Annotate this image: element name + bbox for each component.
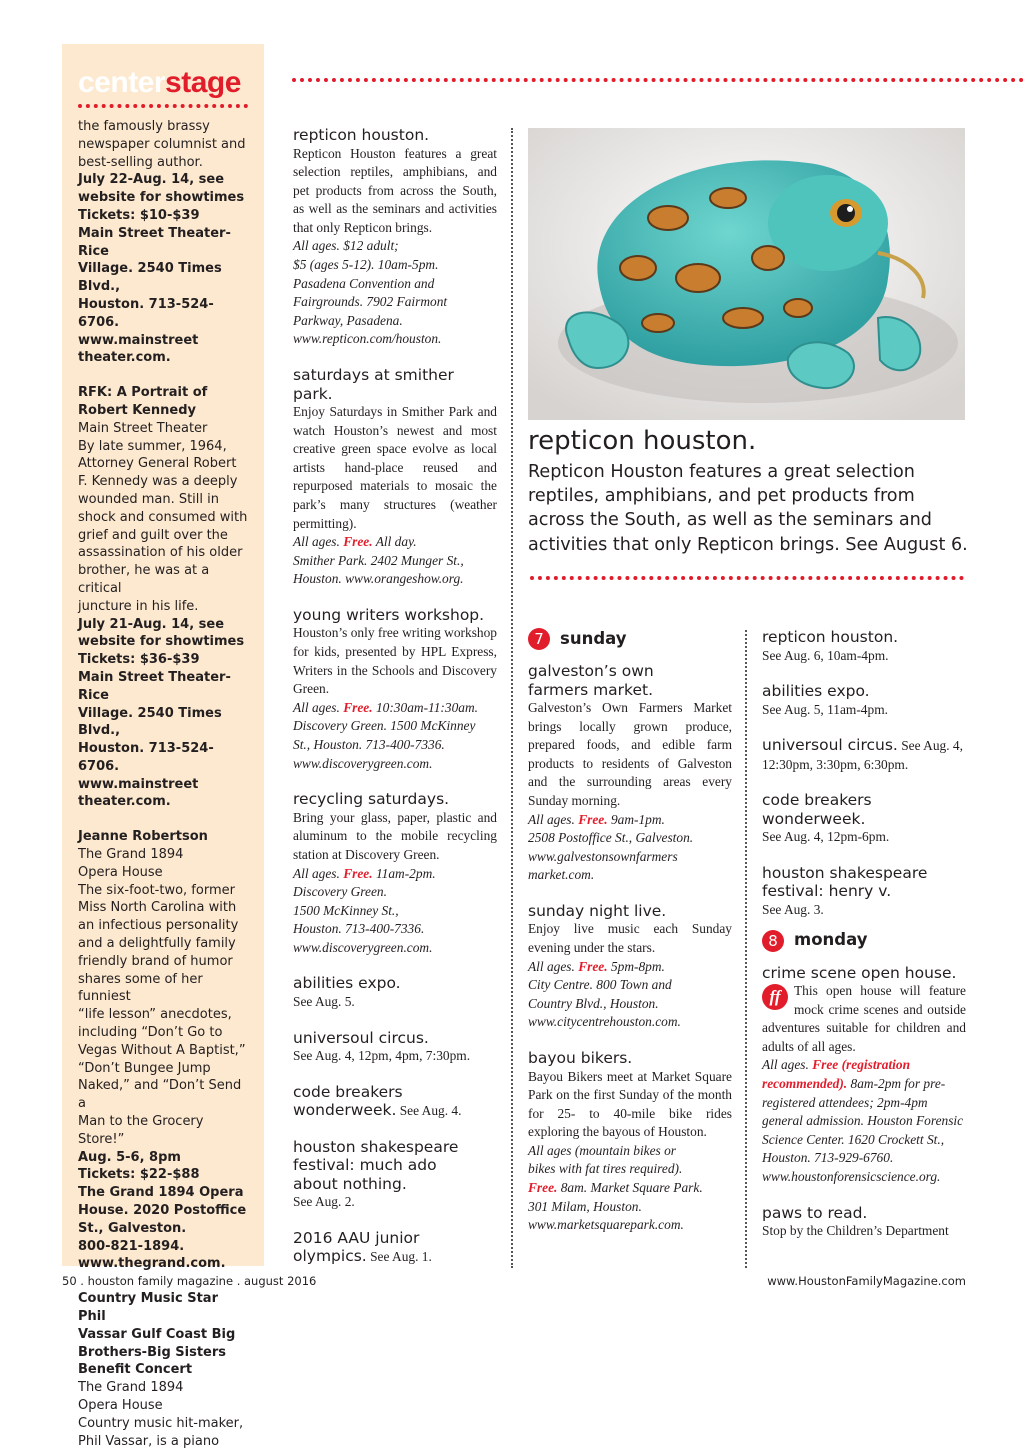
event-young-writers: young writers workshop. Houston’s only free writing workshop for kids, presented by HPL Express, Writers in the Schools and Discovery Green. All ages. Free. 10:30am-11:30am. Discovery Green. 1500 McKinney St., Houston. 713-400-7336. www.discoverygreen.com. bbox=[293, 605, 497, 771]
footer-website: www.HoustonFamilyMagazine.com bbox=[767, 1274, 966, 1288]
event-repticon: repticon houston. Repticon Houston features a great selection reptiles, amphibians, and pet products from across the South, as well as the seminars and activities that only Repticon brings. All ages. $12 adult; $5 (ages 5-12). 10am-5pm. Pasadena Convention and Fairgrounds. 7902 Fairmont Parkway, Pasadena. www.repticon.com/houston. bbox=[293, 126, 497, 347]
event-universoul: universoul circus. See Aug. 4, 12pm, 4pm, 7:30pm. bbox=[293, 1028, 471, 1064]
events-column-sunday bbox=[528, 628, 732, 1235]
event-galveston-farmers-market: galveston’s own farmers market. Galveston’s Own Farmers Market brings locally grown produce, prepared foods, and edible farm products to residents of Galveston and the surrounding areas every Sunday morning. All ages. Free. 9am-1pm. 2508 Postoffice St., Galveston. www.galvestonsownfarmers market.com. bbox=[528, 662, 732, 883]
family-friendly-icon: ff bbox=[762, 984, 788, 1010]
event-shakespeare: houston shakespeare festival: much ado about nothing. See Aug. 2. bbox=[293, 1137, 459, 1210]
event-recycling: recycling saturdays. Bring your glass, paper, plastic and aluminum to the mobile recycling station at Discovery Green. All ages. Free. 11am-2pm. Discovery Green. 1500 McKinney St., Houston. 713-400-7336. www.discoverygreen.com. bbox=[293, 790, 497, 955]
event-universoul-sunday: universoul circus. See Aug. 4, 12:30pm, 3:30pm, 6:30pm. bbox=[762, 736, 963, 772]
events-column-saturday bbox=[293, 126, 497, 1267]
day-heading-sunday: 7 sunday bbox=[528, 628, 732, 650]
day-heading-monday: 8 monday bbox=[762, 930, 966, 952]
rfk-venue: Main Street Theater bbox=[78, 420, 208, 436]
event-paws-to-read: paws to read. Stop by the Children’s Department bbox=[762, 1203, 949, 1239]
sidebar-listing-intro: the famously brassy newspaper columnist and best-selling author. July 22-Aug. 14, see website for showtimes Tickets: $10-$39 Main Street Theater-Rice Village. 2540 Times Blvd., Houston. 713-524-6706. www.mainstreet theater.com. RFK: A Portrait of Robert Kennedy Main Street Theater By late summer, 1964, Attorney General Robert F. Kennedy was a deeply wounded man. Still in shock and consumed with grief and guilt over the assassination of his older brother, he was at a critical juncture in his life. July 21-Aug. 14, see website for showtimes Tickets: $36-$39 Main Street Theater-Rice Village. 2540 Times Blvd., Houston. 713-524-6706. www.mainstreet theater.com. Jeanne Robertson The Grand 1894 Opera House The six-foot-two, former Miss North Carolina with an infectious personality and a delightfully family friendly brand of humor shares some of her funniest “life lesson” anecdotes, including “Don’t Go to Vegas Without A Baptist,” “Don’t Bungee Jump Naked,” and “Don’t Send a Man to the Grocery Store!” Aug. 5-6, 8pm Tickets: $22-$88 The Grand 1894 Opera House. 2020 Postoffice St., Galveston. 800-821-1894. www.thegrand.com. Country Music Star Phil Vassar Gulf Coast Big Brothers-Big Sisters Benefit Concert The Grand 1894 Opera House Country music hit-maker, Phil Vassar, is a piano bbox=[78, 118, 250, 1450]
feature-text: Repticon Houston features a great selection reptiles, amphibians, and pet products from across the South, as well as the seminars and activities that only Repticon brings. See August 6. bbox=[528, 462, 968, 555]
jeanne-title: Jeanne Robertson bbox=[78, 829, 208, 845]
frog-photo bbox=[528, 128, 965, 420]
feature-repticon bbox=[528, 424, 968, 557]
header-dotted-rule bbox=[292, 78, 1024, 82]
event-shakespeare-henry: houston shakespeare festival: henry v. See Aug. 3. bbox=[762, 863, 928, 917]
logo-underline bbox=[78, 104, 248, 108]
events-column-continued bbox=[762, 628, 966, 1241]
feature-title: repticon houston. bbox=[528, 426, 757, 456]
event-repticon-sunday: repticon houston. See Aug. 6, 10am-4pm. bbox=[762, 628, 899, 663]
event-crime-scene: crime scene open house. ff This open house will feature mock crime scenes and outside adventures suitable for children and adults of all ages. All ages. Free (registration recommended). 8am-2pm for pre-registered attendees; 2pm-4pm general admission. Houston Forensic Science Center. 1620 Crockett St., Houston. 713-929-6760. www.houstonforensicscience.org. bbox=[762, 963, 966, 1184]
rfk-title: RFK: A Portrait of bbox=[78, 385, 208, 401]
event-smither-park: saturdays at smither park. Enjoy Saturdays in Smither Park and watch Houston’s newest and most creative green space evolve as local artists hand-place reused and repurposed materials to mosaic the park’s many structures (weather permitting). All ages. Free. All day. Smither Park. 2402 Munger St., Houston. www.orangeshow.org. bbox=[293, 366, 497, 587]
column-divider bbox=[511, 128, 513, 1268]
feature-dotted-rule bbox=[530, 576, 964, 580]
event-abilities-expo: abilities expo. See Aug. 5. bbox=[293, 974, 401, 1009]
event-code-breakers-sunday: code breakers wonderweek. See Aug. 4, 12pm-6pm. bbox=[762, 791, 890, 845]
vassar-title: Country Music Star Phil bbox=[78, 1291, 218, 1324]
event-sunday-night-live: sunday night live. Enjoy live music each Sunday evening under the stars. All ages. Free. 5pm-8pm. City Centre. 800 Town and Country Blvd., Houston. www.citycentrehouston.com. bbox=[528, 901, 732, 1030]
event-bayou-bikers: bayou bikers. Bayou Bikers meet at Market Square Park on the first Sunday of the month for 25- to 40-mile bike rides exploring the bayous of Houston. All ages (mountain bikes or bikes with fat tires required). Free. 8am. Market Square Park. 301 Milam, Houston. www.marketsquarepark.com. bbox=[528, 1049, 732, 1233]
center-stage-logo: centerstage bbox=[78, 66, 241, 99]
event-code-breakers: code breakers wonderweek. See Aug. 4. bbox=[293, 1082, 462, 1120]
event-abilities-expo-sunday: abilities expo. See Aug. 5, 11am-4pm. bbox=[762, 682, 888, 717]
event-aau-olympics: 2016 AAU junior olympics. See Aug. 1. bbox=[293, 1228, 432, 1266]
footer-page-info: 50 . houston family magazine . august 2016 bbox=[62, 1274, 317, 1288]
column-divider bbox=[745, 630, 747, 1268]
